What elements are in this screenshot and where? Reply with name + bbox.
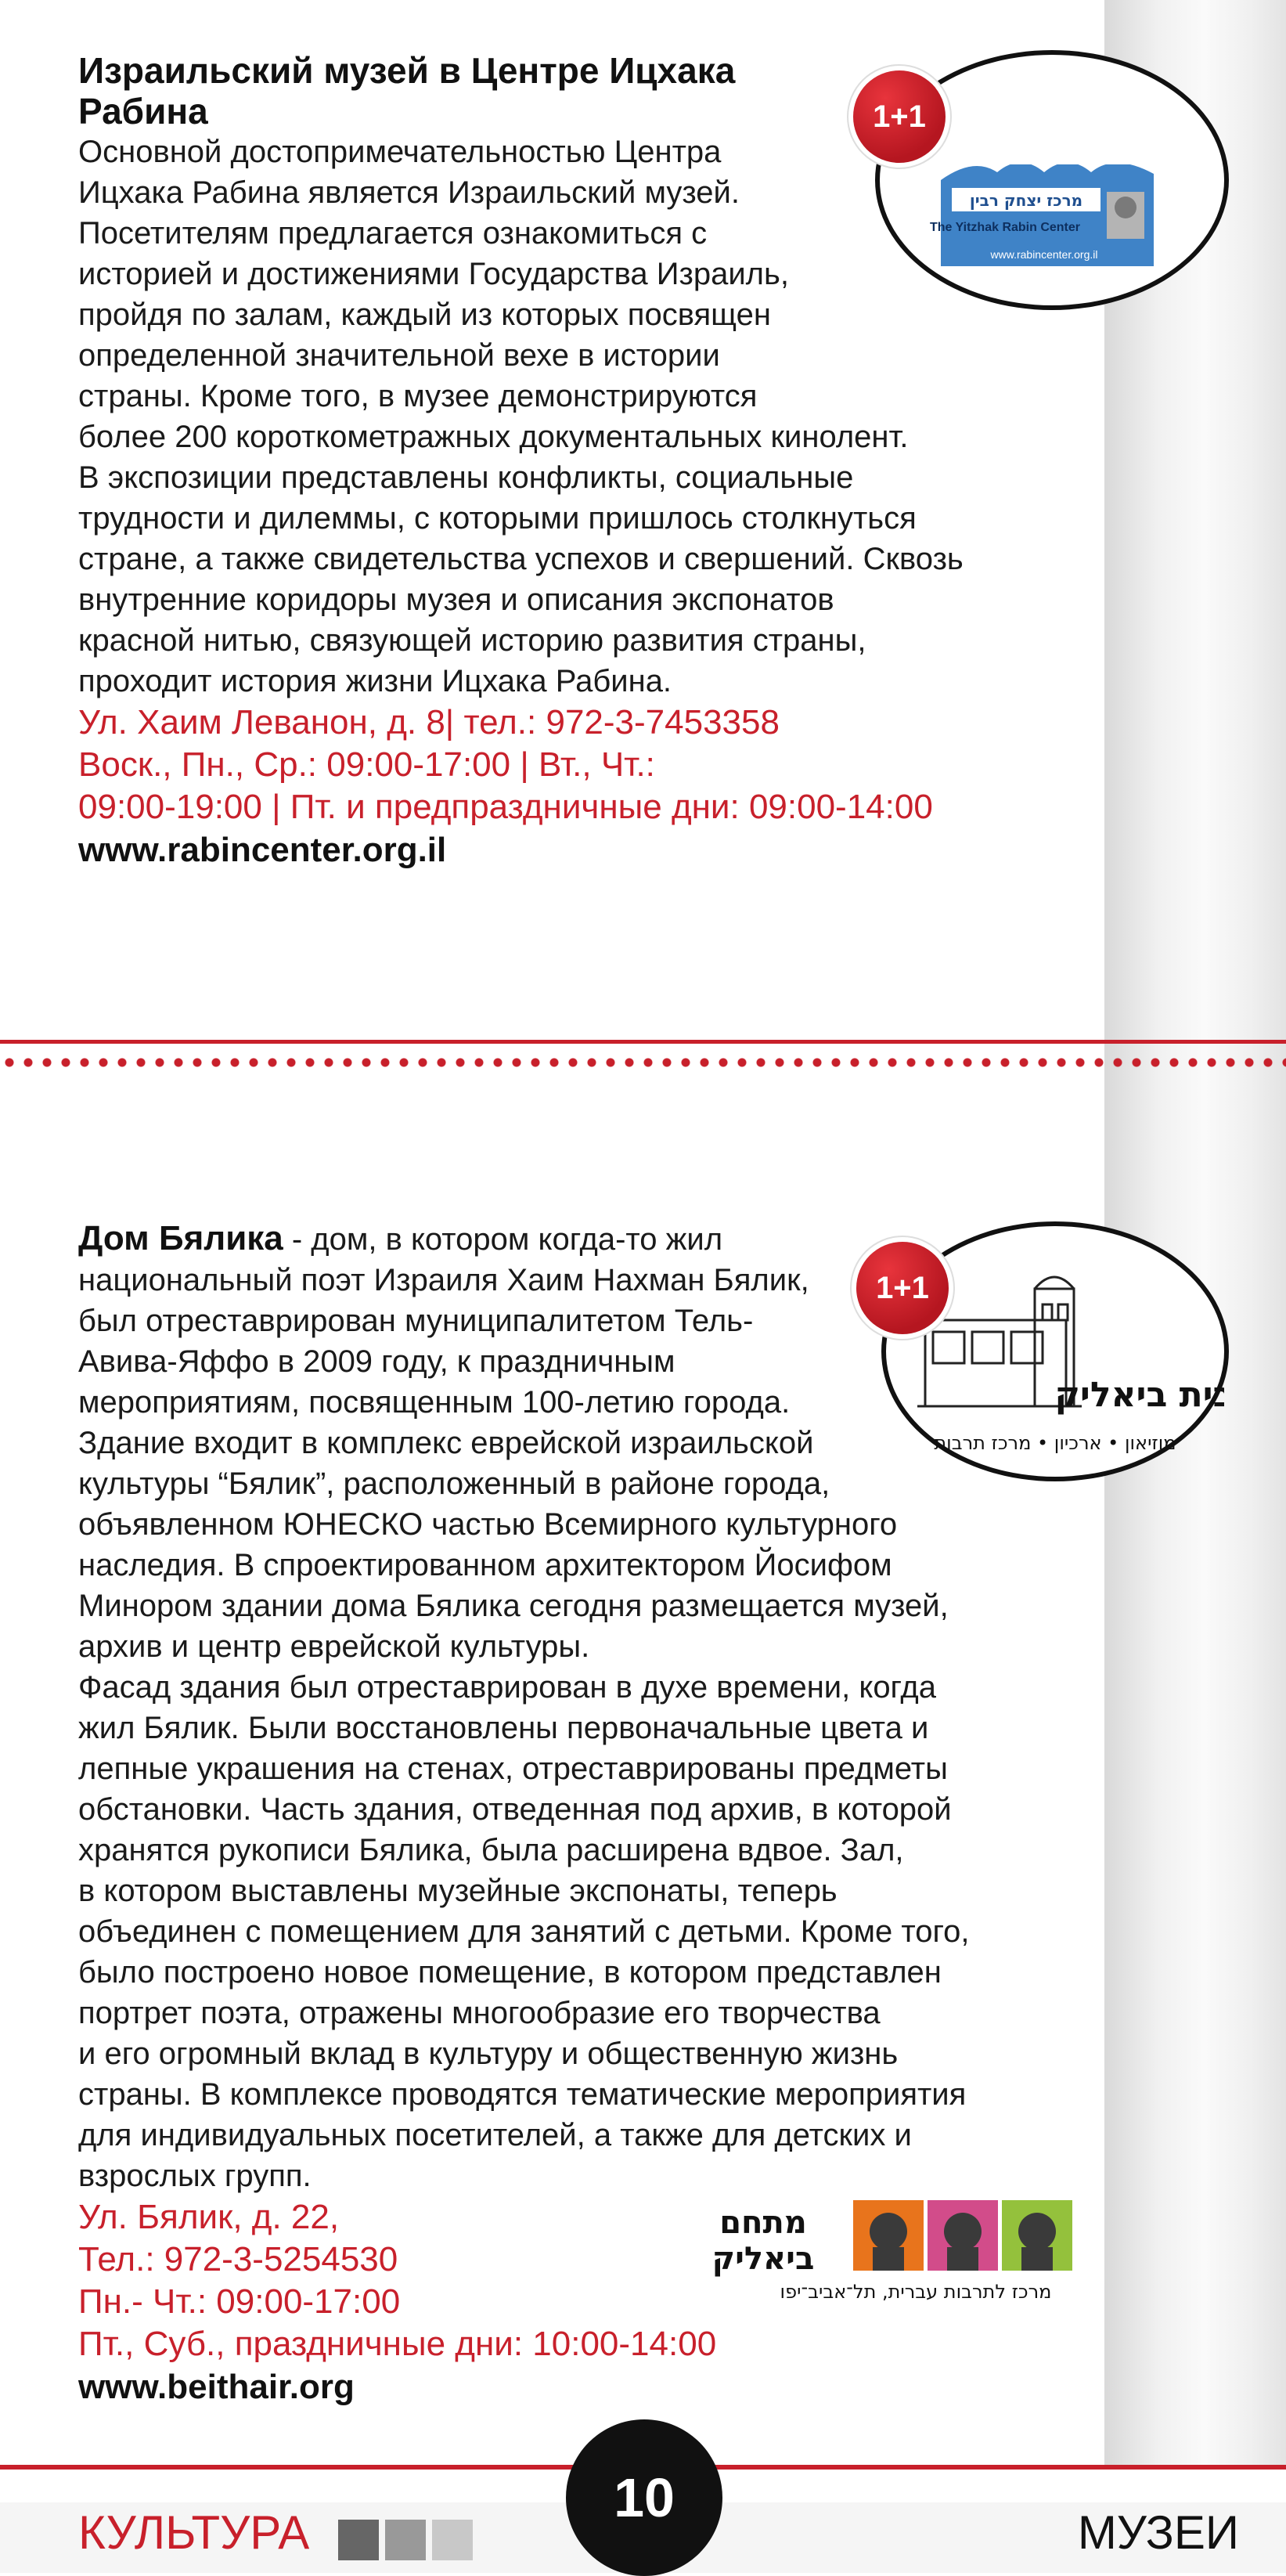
body-line: лепные украшения на стенах, отреставрированы предметы [78, 1752, 948, 1786]
body-line: стране, а также свидетельства успехов и свершений. Сквозь [78, 542, 964, 576]
beit-bialik-hebrew-sub: מוזיאון • ארכיון • מרכז תרבות [934, 1432, 1176, 1454]
intro-line-rest: - дом, в котором когда-то жил [283, 1222, 723, 1257]
address-line: Ул. Бялик, д. 22, [78, 2198, 340, 2236]
hours-line: Воск., Пн., Ср.: 09:00-17:00 | Вт., Чт.: [78, 745, 655, 784]
museum-bialik-title: Дом Бялика [78, 1219, 283, 1257]
body-line: Посетителям предлагается ознакомиться с [78, 216, 708, 251]
body-line: объявленном ЮНЕСКО частью Всемирного культурного [78, 1507, 898, 1542]
body-line: В экспозиции представлены конфликты, социальные [78, 460, 854, 495]
discount-badge-1plus1: 1+1 [856, 1242, 949, 1334]
body-line: в котором выставлены музейные экспонаты, теперь [78, 1874, 838, 1908]
page-number: 10 [566, 2419, 722, 2576]
body-line: Авива-Яффо в 2009 году, к праздничным [78, 1344, 675, 1379]
body-line: архив и центр еврейской культуры. [78, 1629, 590, 1664]
separator-rule [0, 1040, 1286, 1044]
body-line: и его огромный вклад в культуру и общественную жизнь [78, 2037, 899, 2071]
museum-bialik-url[interactable]: www.beithair.org [78, 2368, 355, 2406]
section-separator [0, 1040, 1286, 1074]
separator-dots [0, 1057, 1286, 1068]
color-square [385, 2520, 426, 2560]
body-line: культуры “Бялик”, расположенный в районе города, [78, 1467, 830, 1501]
phone-line: Тел.: 972-3-5254530 [78, 2240, 398, 2278]
rabin-logo-english: The Yitzhak Rabin Center [929, 221, 1081, 234]
intro-line [78, 1218, 1002, 1260]
color-square [432, 2520, 473, 2560]
footer-color-squares [338, 2520, 473, 2560]
body-line: более 200 короткометражных документальных кинолент. [78, 420, 909, 454]
body-line: историей и достижениями Государства Израиль, [78, 257, 789, 291]
body-line: Минором здании дома Бялика сегодня размещается музей, [78, 1589, 949, 1623]
body-line: национальный поэт Израиля Хаим Нахман Бялик, [78, 1263, 809, 1297]
museum-rabin-url[interactable]: www.rabincenter.org.il [78, 831, 447, 869]
body-line: портрет поэта, отражены многообразие его творчества [78, 1996, 881, 2030]
museum-rabin-contact [78, 702, 1002, 828]
museum-rabin-section [78, 50, 1002, 872]
body-line: страны. Кроме того, в музее демонстрируются [78, 379, 758, 413]
bialik-complex-graphic [681, 2200, 1088, 2310]
body-line: внутренние коридоры музея и описания экспонатов [78, 583, 834, 617]
hours-line: Пт., Суб., праздничные дни: 10:00-14:00 [78, 2325, 717, 2363]
body-line: пройдя по залам, каждый из которых посвящен [78, 298, 771, 332]
body-line: определенной значительной вехе в истории [78, 338, 720, 373]
address-line: Ул. Хаим Леванон, д. 8| тел.: 972-3-7453358 [78, 703, 780, 741]
body-line: наследия. В спроектированном архитектором Йосифом [78, 1548, 892, 1582]
footer-section-label: КУЛЬТУРА [78, 2506, 310, 2559]
complex-hebrew-title-1: מתחם [719, 2205, 807, 2241]
complex-hebrew-title-2: ביאליק [711, 2241, 815, 2277]
body-line: объединен с помещением для занятий с детьми. Кроме того, [78, 1914, 970, 1949]
hours-line: 09:00-19:00 | Пт. и предпраздничные дни: 09:00-14:00 [78, 788, 933, 826]
body-line: трудности и дилеммы, с которыми пришлось столкнуться [78, 501, 917, 536]
body-line: хранятся рукописи Бялика, была расширена вдвое. Зал, [78, 1833, 904, 1867]
body-line: для индивидуальных посетителей, а также для детских и [78, 2118, 912, 2152]
hours-line: Пн.- Чт.: 09:00-17:00 [78, 2282, 401, 2321]
bialik-complex-logo [681, 2200, 1088, 2310]
museum-bialik-description [78, 1218, 1002, 2196]
body-line: жил Бялик. Были восстановлены первоначальные цвета и [78, 1711, 929, 1745]
page-footer [0, 2459, 1286, 2573]
rabin-logo-hebrew: מרכז יצחק רבין [969, 191, 1083, 210]
body-line: взрослых групп. [78, 2159, 312, 2193]
body-line: был отреставрирован муниципалитетом Тель- [78, 1304, 754, 1338]
body-line: Ицхака Рабина является Израильский музей. [78, 175, 740, 210]
rabin-logo-site: www.rabincenter.org.il [990, 248, 1098, 261]
body-line: было построено новое помещение, в котором представлен [78, 1955, 942, 1990]
discount-badge-1plus1: 1+1 [853, 70, 946, 163]
museum-rabin-description [78, 132, 1002, 702]
complex-hebrew-sub: מרכז לתרבות עברית, תל־אביב־יפו [780, 2281, 1052, 2303]
body-line: проходит история жизни Ицхака Рабина. [78, 664, 672, 698]
body-line: обстановки. Часть здания, отведенная под архив, в которой [78, 1792, 952, 1827]
body-line: мероприятиям, посвященным 100-летию города. [78, 1385, 791, 1420]
beit-bialik-hebrew-title: בית ביאליק [1054, 1375, 1224, 1415]
body-line: Основной достопримечательностью Центра [78, 135, 722, 169]
body-line: красной нитью, связующей историю развития страны, [78, 623, 866, 658]
body-line: Фасад здания был отреставрирован в духе времени, когда [78, 1670, 936, 1705]
title-line: Рабина [78, 91, 208, 132]
body-line: Здание входит в комплекс еврейской израильской [78, 1426, 814, 1460]
title-line: Израильский музей в Центре Ицхака [78, 50, 736, 91]
color-square [338, 2520, 379, 2560]
body-line: страны. В комплексе проводятся тематические мероприятия [78, 2077, 967, 2112]
footer-category-label: МУЗЕИ [1077, 2506, 1239, 2559]
